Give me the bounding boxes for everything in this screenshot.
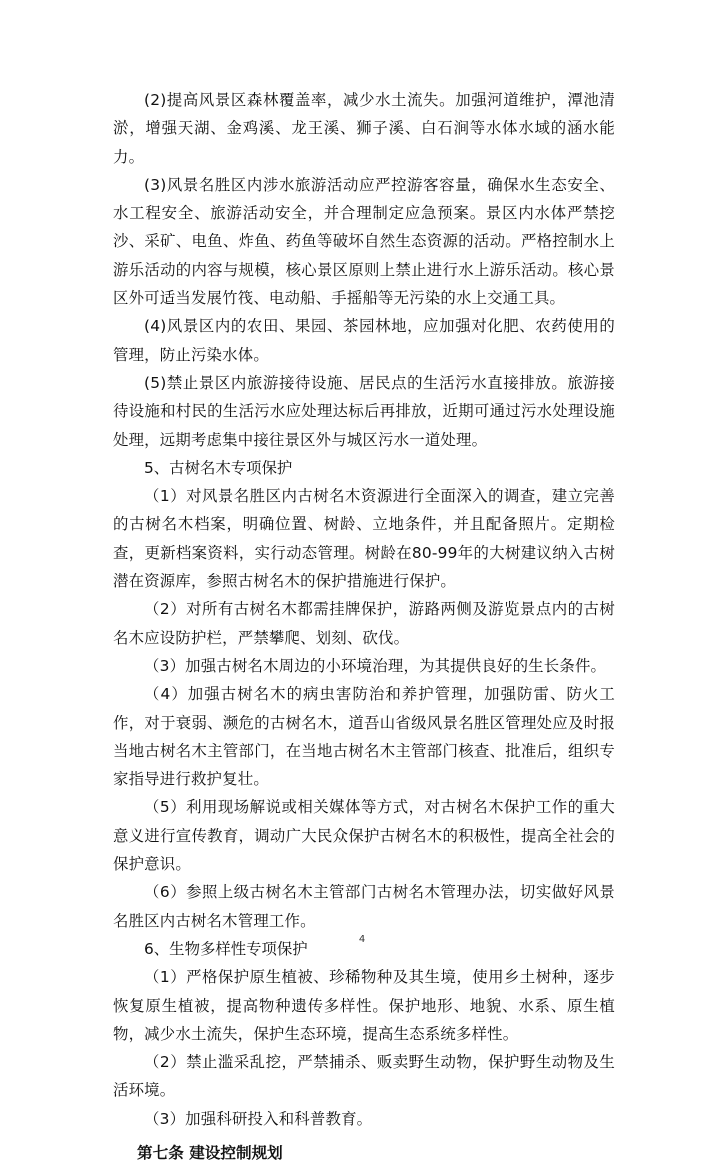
paragraph-tree-4: （4）加强古树名木的病虫害防治和养护管理，加强防雷、防火工作，对于衰弱、濒危的古树名木，道吾山省级风景名胜区管理处应及时报当地古树名木主管部门，在当地古树名木主管部门核查、批准后，组织专家指导进行救护复壮。: [113, 685, 615, 789]
paragraph-tree-1: （1）对风景名胜区内古树名木资源进行全面深入的调查，建立完善的古树名木档案，明确位置、树龄、立地条件，并且配备照片。定期检查，更新档案资料，实行动态管理。树龄在80-99年的大树建议纳入古树潜在资源库，参照古树名木的保护措施进行保护。: [113, 487, 615, 591]
paragraph-bio-1: （1）严格保护原生植被、珍稀物种及其生境，使用乡土树种，逐步恢复原生植被，提高物种遗传多样性。保护地形、地貌、水系、原生植物，减少水土流失，保护生态环境，提高生态系统多样性。: [113, 968, 615, 1043]
article-heading: 第七条 建设控制规划: [137, 1143, 283, 1162]
paragraph-bio-3: （3）加强科研投入和科普教育。: [144, 1109, 373, 1128]
paragraph-tree-3: （3）加强古树名木周边的小环境治理，为其提供良好的生长条件。: [144, 656, 607, 675]
document-body: [113, 86, 615, 1167]
paragraph-tree-5: （5）利用现场解说或相关媒体等方式，对古树名木保护工作的重大意义进行宣传教育，调动广大民众保护古树名木的积极性，提高全社会的保护意识。: [113, 798, 615, 874]
paragraph-tree-2: （2）对所有古树名木都需挂牌保护，游路两侧及游览景点内的古树名木应设防护栏，严禁攀爬、划刻、砍伐。: [113, 600, 615, 647]
paragraph-tree-6: （6）参照上级古树名木主管部门古树名木管理办法，切实做好风景名胜区内古树名木管理工作。: [113, 883, 615, 930]
paragraph-water-2: (2)提高风景区森林覆盖率，减少水土流失。加强河道维护，潭池清淤，增强天湖、金鸡溪、龙王溪、狮子溪、白石涧等水体水域的涵水能力。: [113, 91, 615, 166]
paragraph-water-4: (4)风景区内的农田、果园、茶园林地，应加强对化肥、农药使用的管理，防止污染水体。: [113, 317, 615, 364]
section-heading-ancient-trees: 5、古树名木专项保护: [144, 458, 293, 477]
page-number: 4: [358, 934, 366, 945]
paragraph-bio-2: （2）禁止滥采乱挖，严禁捕杀、贩卖野生动物，保护野生动物及生活环境。: [113, 1053, 615, 1100]
paragraph-water-3: (3)风景名胜区内涉水旅游活动应严控游客容量，确保水生态安全、水工程安全、旅游活动安全，并合理制定应急预案。景区内水体严禁挖沙、采矿、电鱼、炸鱼、药鱼等破坏自然生态资源的活动。严格控制水上游乐活动的内容与规模，核心景区原则上禁止进行水上游乐活动。核心景区外可适当发展竹筏、电动船、手摇船等无污染的水上交通工具。: [113, 175, 615, 308]
section-heading-biodiversity: 6、生物多样性专项保护: [144, 939, 308, 958]
paragraph-water-5: (5)禁止景区内旅游接待设施、居民点的生活污水直接排放。旅游接待设施和村民的生活污水应处理达标后再排放，近期可通过污水处理设施处理，远期考虑集中接往景区外与城区污水一道处理。: [113, 373, 615, 449]
